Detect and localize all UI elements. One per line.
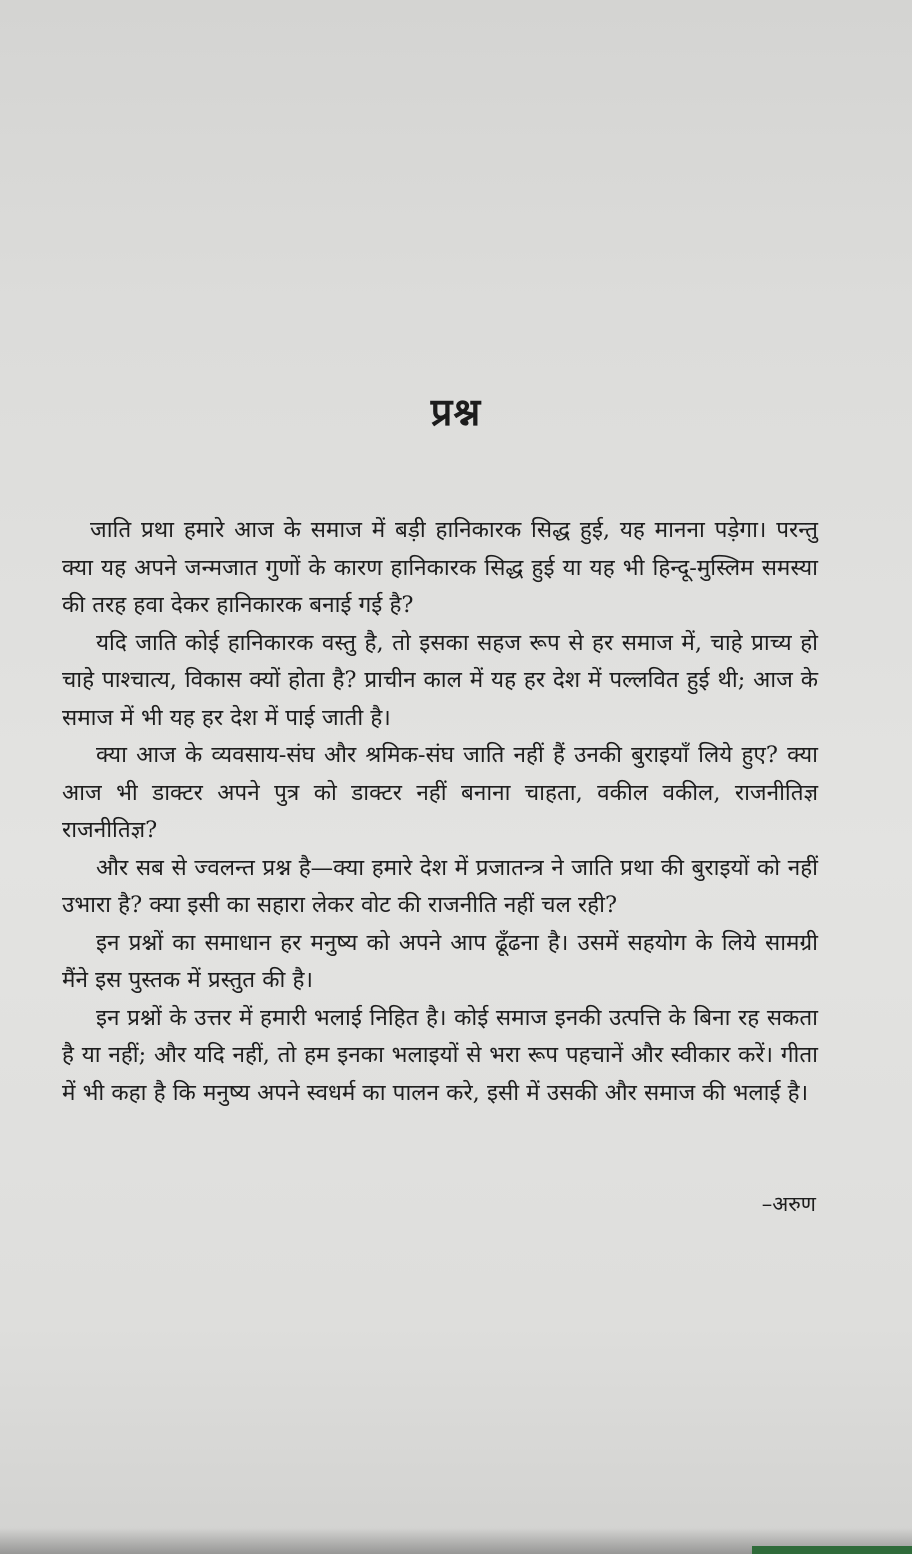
paragraph-3: क्या आज के व्यवसाय-संघ और श्रमिक-संघ जाति नहीं हैं उनकी बुराइयाँ लिये हुए? क्या आज भी डाक्टर अपने पुत्र को डाक्टर नहीं बनाना चाहता, वकील वकील, राजनीतिज्ञ राजनीतिज्ञ? bbox=[62, 742, 818, 843]
paragraph-2: यदि जाति कोई हानिकारक वस्तु है, तो इसका सहज रूप से हर समाज में, चाहे प्राच्य हो चाहे पाश्चात्य, विकास क्यों होता है? प्राचीन काल में यह हर देश में पल्लवित हुई थी; आज के समाज में भी यह हर देश में पाई जाती है। bbox=[62, 629, 818, 731]
preface-text bbox=[62, 512, 818, 1112]
page-title: प्रश्न bbox=[430, 389, 482, 435]
author-signature: –अरुण bbox=[761, 1192, 816, 1216]
book-cover-edge bbox=[752, 1546, 912, 1554]
paragraph-6: इन प्रश्नों के उत्तर में हमारी भलाई निहित है। कोई समाज इनकी उत्पत्ति के बिना रह सकता है या नहीं; और यदि नहीं, तो हम इनका भलाइयों से भरा रूप पहचानें और स्वीकार करें। गीता में भी कहा है कि मनुष्य अपने स्वधर्म का पालन करे, इसी में उसकी और समाज की भलाई है। bbox=[62, 1004, 818, 1106]
paragraph-4: और सब से ज्वलन्त प्रश्न है—क्या हमारे देश में प्रजातन्त्र ने जाति प्रथा की बुराइयों को नहीं उभारा है? क्या इसी का सहारा लेकर वोट की राजनीति नहीं चल रही? bbox=[62, 854, 818, 918]
paragraph-1: जाति प्रथा हमारे आज के समाज में बड़ी हानिकारक सिद्ध हुई, यह मानना पड़ेगा। परन्तु क्या यह अपने जन्मजात गुणों के कारण हानिकारक सिद्ध हुई या यह भी हिन्दू-मुस्लिम समस्या की तरह हवा देकर हानिकारक बनाई गई है? bbox=[62, 517, 818, 618]
paragraph-5: इन प्रश्नों का समाधान हर मनुष्य को अपने आप ढूँढना है। उसमें सहयोग के लिये सामग्री मैंने इस पुस्तक में प्रस्तुत की है। bbox=[62, 929, 818, 993]
